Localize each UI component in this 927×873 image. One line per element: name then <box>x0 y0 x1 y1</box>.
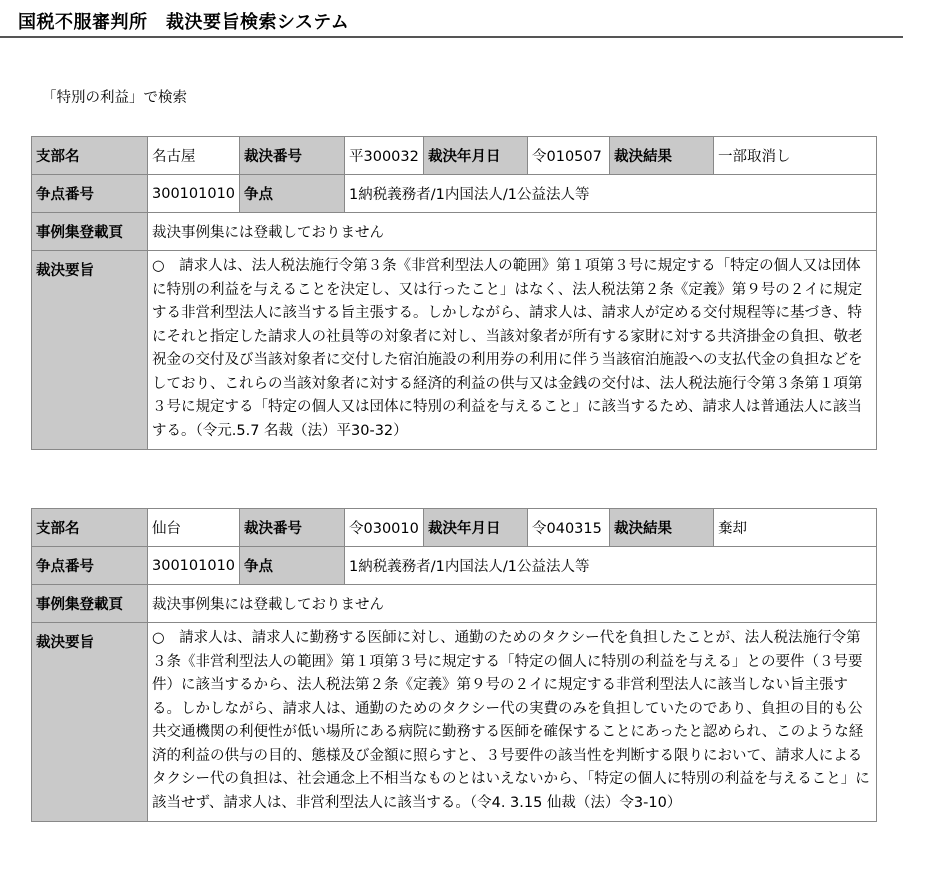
decision-no-value: 令030010 <box>345 509 424 547</box>
record-row-casebook <box>32 213 877 251</box>
summary-label: 裁決要旨 <box>32 623 148 822</box>
branch-value: 名古屋 <box>148 137 240 175</box>
issue-no-label: 争点番号 <box>32 547 148 585</box>
decision-date-label: 裁決年月日 <box>424 509 528 547</box>
decision-date-value: 令040315 <box>528 509 610 547</box>
result-label: 裁決結果 <box>610 509 714 547</box>
app-header <box>0 0 903 38</box>
issue-label: 争点 <box>240 547 345 585</box>
casebook-value: 裁決事例集には登載しておりません <box>148 213 877 251</box>
search-query-label: 「特別の利益」で検索 <box>42 90 187 106</box>
decision-date-value: 令010507 <box>528 137 610 175</box>
summary-label: 裁決要旨 <box>32 251 148 450</box>
record-row-issue <box>32 547 877 585</box>
issue-no-value: 300101010 <box>148 175 240 213</box>
record-row-issue <box>32 175 877 213</box>
decision-record <box>31 508 877 822</box>
issue-label: 争点 <box>240 175 345 213</box>
record-row-casebook <box>32 585 877 623</box>
casebook-label: 事例集登載頁 <box>32 585 148 623</box>
casebook-value: 裁決事例集には登載しておりません <box>148 585 877 623</box>
decision-no-label: 裁決番号 <box>240 137 345 175</box>
issue-value: 1納税義務者/1内国法人/1公益法人等 <box>345 175 877 213</box>
issue-no-value: 300101010 <box>148 547 240 585</box>
record-row-summary <box>32 623 877 822</box>
record-row-meta <box>32 509 877 547</box>
summary-text: ○ 請求人は、請求人に勤務する医師に対し、通勤のためのタクシー代を負担したことが、法人税法施行令第３条《非営利型法人の範囲》第１項第３号に規定する「特定の個人に特別の利益を与える」との要件（３号要件）に該当するから、法人税法第２条《定義》第９号の２イに規定する非営利型法人に該当しない旨主張する。しかしながら、請求人は、通勤のためのタクシー代の実費のみを負担していたのであり、負担の目的も公共交通機関の利便性が低い場所にある病院に勤務する医師を確保することにあったと認められ、このような経済的利益の供与の目的、態様及び金額に照らすと、３号要件の該当性を判断する限りにおいて、請求人によるタクシー代の負担は、社会通念上不相当なものとはいえないから、「特定の個人に特別の利益を与えること」に該当せず、請求人は、非営利型法人に該当する。（令4. 3.15 仙裁（法）令3-10） <box>148 623 877 822</box>
issue-no-label: 争点番号 <box>32 175 148 213</box>
page-title: 国税不服審判所 裁決要旨検索システム <box>18 12 350 33</box>
decision-record <box>31 136 877 450</box>
casebook-label: 事例集登載頁 <box>32 213 148 251</box>
decision-no-label: 裁決番号 <box>240 509 345 547</box>
record-row-summary <box>32 251 877 450</box>
decision-date-label: 裁決年月日 <box>424 137 528 175</box>
decision-no-value: 平300032 <box>345 137 424 175</box>
summary-text: ○ 請求人は、法人税法施行令第３条《非営利型法人の範囲》第１項第３号に規定する「特定の個人又は団体に特別の利益を与えることを決定し、又は行ったこと」はなく、法人税法第２条《定義》第９号の２イに規定する非営利型法人に該当する旨主張する。しかしながら、請求人は、請求人が定める交付規程等に基づき、特にそれと指定した請求人の社員等の対象者に対し、当該対象者が所有する家財に対する共済掛金の負担、敬老祝金の交付及び当該対象者に交付した宿泊施設の利用券の利用に伴う当該宿泊施設への支払代金の負担などをしており、これらの当該対象者に対する経済的利益の供与又は金銭の交付は、法人税法施行令第３条第１項第３号に規定する「特定の個人又は団体に特別の利益を与えること」に該当するため、請求人は普通法人に該当する。（令元.5.7 名裁（法）平30-32） <box>148 251 877 450</box>
branch-label: 支部名 <box>32 509 148 547</box>
result-value: 棄却 <box>714 509 877 547</box>
record-row-meta <box>32 137 877 175</box>
branch-value: 仙台 <box>148 509 240 547</box>
branch-label: 支部名 <box>32 137 148 175</box>
result-value: 一部取消し <box>714 137 877 175</box>
issue-value: 1納税義務者/1内国法人/1公益法人等 <box>345 547 877 585</box>
result-label: 裁決結果 <box>610 137 714 175</box>
